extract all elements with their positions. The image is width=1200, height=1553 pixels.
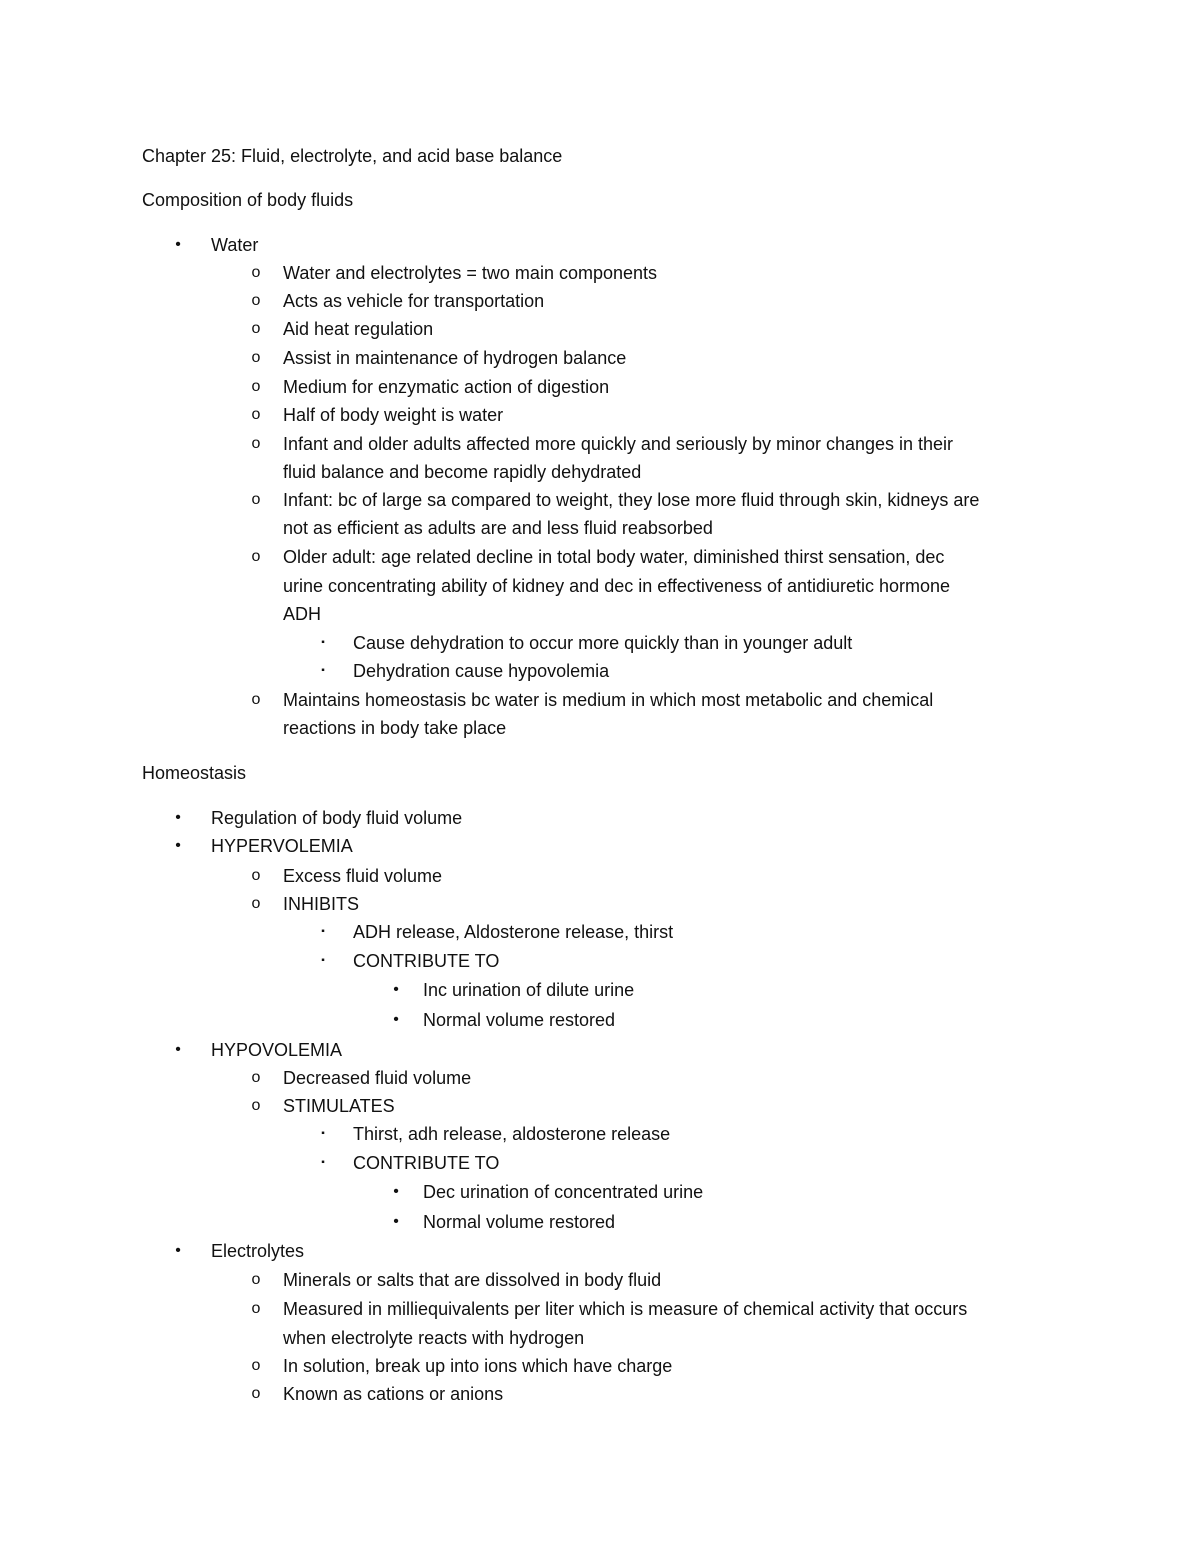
disc-bullet-icon: • [393, 1011, 399, 1028]
square-bullet-icon: ▪ [321, 1157, 325, 1168]
circle-bullet-icon: o [251, 349, 261, 366]
list-item-continuation: reactions in body take place [283, 718, 507, 738]
square-bullet-icon: ▪ [321, 1128, 325, 1139]
list-item: CONTRIBUTE TO [353, 951, 500, 971]
circle-bullet-icon: o [251, 867, 261, 884]
disc-bullet-icon: • [175, 809, 181, 826]
disc-bullet-icon: • [175, 837, 181, 854]
section-heading-composition: Composition of body fluids [142, 190, 354, 210]
circle-bullet-icon: o [251, 1385, 261, 1402]
list-item: In solution, break up into ions which have charge [283, 1356, 673, 1376]
list-item-water: Water [211, 235, 259, 255]
list-item: ADH release, Aldosterone release, thirst [353, 922, 674, 942]
circle-bullet-icon: o [251, 292, 261, 309]
list-item: Assist in maintenance of hydrogen balance [283, 348, 627, 368]
list-item-continuation: when electrolyte reacts with hydrogen [283, 1328, 585, 1348]
list-item: Dec urination of concentrated urine [423, 1182, 704, 1202]
list-item: Inc urination of dilute urine [423, 980, 635, 1000]
list-item: Medium for enzymatic action of digestion [283, 377, 610, 397]
square-bullet-icon: ▪ [321, 926, 325, 937]
list-item: Half of body weight is water [283, 405, 504, 425]
circle-bullet-icon: o [251, 1300, 261, 1317]
disc-bullet-icon: • [393, 1213, 399, 1230]
circle-bullet-icon: o [251, 1271, 261, 1288]
list-item-continuation: not as efficient as adults are and less fluid reabsorbed [283, 518, 713, 538]
list-item: Dehydration cause hypovolemia [353, 661, 610, 681]
list-item: Aid heat regulation [283, 319, 434, 339]
disc-bullet-icon: • [175, 1242, 181, 1259]
list-item-hypovolemia: HYPOVOLEMIA [211, 1040, 343, 1060]
list-item: Decreased fluid volume [283, 1068, 472, 1088]
list-item: Known as cations or anions [283, 1384, 504, 1404]
list-item: Older adult: age related decline in total body water, diminished thirst sensation, dec [283, 547, 945, 567]
list-item-continuation: ADH [283, 604, 322, 624]
list-item-hypervolemia: HYPERVOLEMIA [211, 836, 353, 856]
list-item: Thirst, adh release, aldosterone release [353, 1124, 671, 1144]
list-item: Measured in milliequivalents per liter which is measure of chemical activity that occurs [283, 1299, 968, 1319]
disc-bullet-icon: • [175, 1041, 181, 1058]
circle-bullet-icon: o [251, 378, 261, 395]
list-item-electrolytes: Electrolytes [211, 1241, 305, 1261]
disc-bullet-icon: • [393, 1183, 399, 1200]
list-item: Maintains homeostasis bc water is medium in which most metabolic and chemical [283, 690, 934, 710]
list-item: Water and electrolytes = two main components [283, 263, 658, 283]
list-item: Excess fluid volume [283, 866, 443, 886]
circle-bullet-icon: o [251, 264, 261, 281]
list-item: Normal volume restored [423, 1212, 616, 1232]
list-item: Normal volume restored [423, 1010, 616, 1030]
list-item: CONTRIBUTE TO [353, 1153, 500, 1173]
list-item: INHIBITS [283, 894, 360, 914]
circle-bullet-icon: o [251, 691, 261, 708]
section-heading-homeostasis: Homeostasis [142, 763, 247, 783]
circle-bullet-icon: o [251, 406, 261, 423]
square-bullet-icon: ▪ [321, 665, 325, 676]
list-item-continuation: urine concentrating ability of kidney and dec in effectiveness of antidiuretic hormone [283, 576, 951, 596]
circle-bullet-icon: o [251, 1097, 261, 1114]
circle-bullet-icon: o [251, 491, 261, 508]
circle-bullet-icon: o [251, 320, 261, 337]
square-bullet-icon: ▪ [321, 955, 325, 966]
circle-bullet-icon: o [251, 1357, 261, 1374]
disc-bullet-icon: • [393, 981, 399, 998]
circle-bullet-icon: o [251, 895, 261, 912]
disc-bullet-icon: • [175, 236, 181, 253]
document-title: Chapter 25: Fluid, electrolyte, and acid base balance [142, 146, 563, 166]
circle-bullet-icon: o [251, 548, 261, 565]
list-item: STIMULATES [283, 1096, 395, 1116]
list-item-continuation: fluid balance and become rapidly dehydrated [283, 462, 642, 482]
square-bullet-icon: ▪ [321, 637, 325, 648]
circle-bullet-icon: o [251, 435, 261, 452]
list-item: Acts as vehicle for transportation [283, 291, 545, 311]
list-item: Minerals or salts that are dissolved in body fluid [283, 1270, 662, 1290]
list-item: Infant and older adults affected more quickly and seriously by minor changes in their [283, 434, 954, 454]
list-item: Infant: bc of large sa compared to weight, they lose more fluid through skin, kidneys are [283, 490, 980, 510]
list-item: Cause dehydration to occur more quickly than in younger adult [353, 633, 853, 653]
list-item: Regulation of body fluid volume [211, 808, 463, 828]
circle-bullet-icon: o [251, 1069, 261, 1086]
